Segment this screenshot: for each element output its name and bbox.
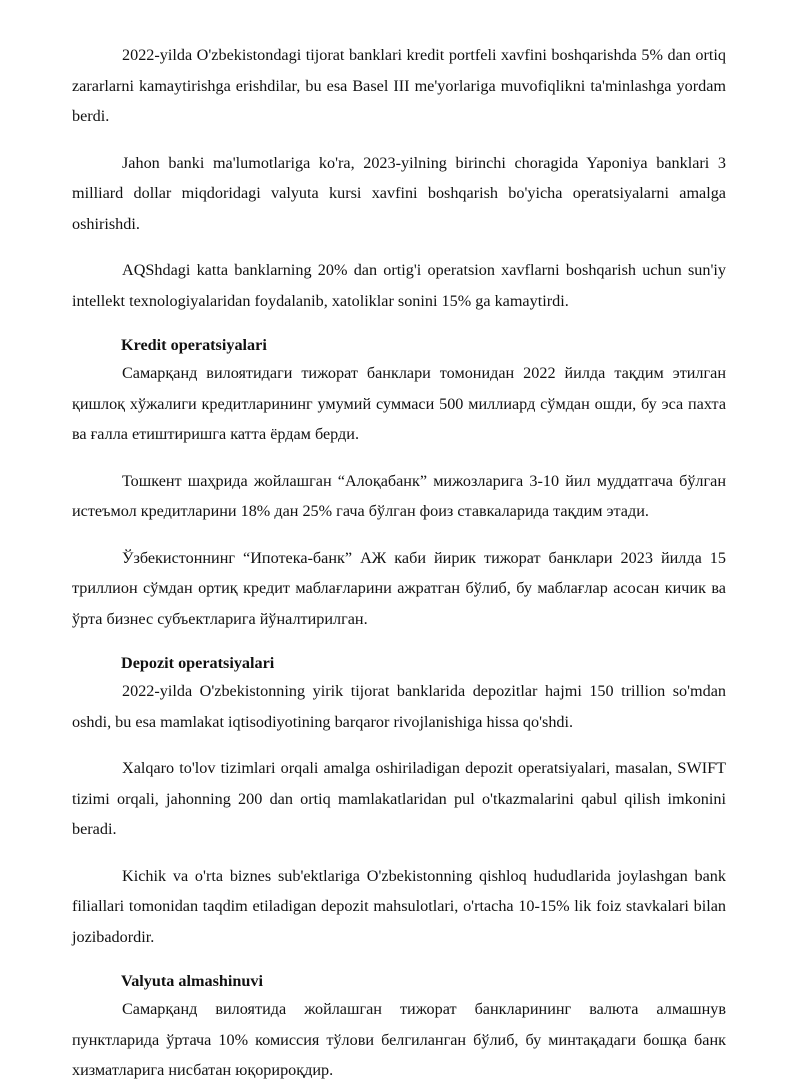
kredit-paragraph-1: Самарқанд вилоятидаги тижорат банклари томонидан 2022 йилда тақдим этилган қишлоқ хўжалиги кредитларининг умумий суммаси 500 миллиард сўмдан ошди, бу эса пахта ва ғалла етиштиришга катта ёрдам берди. [72,364,726,443]
kredit-paragraph-3: Ўзбекистоннинг “Ипотека-банк” АЖ каби йирик тижорат банклари 2023 йилда 15 триллион сўмдан ортиқ кредит маблағларини ажратган бўлиб, бу маблағлар асосан кичик ва ўрта бизнес субъектларига йўналтирилган. [72,548,726,628]
intro-paragraph-3: AQShdagi katta banklarning 20% dan ortig'i operatsion xavflarni boshqarish uchun sun'iy intellekt texnologiyalaridan foydalanib, xatoliklar sonini 15% ga kamaytirdi. [72,261,726,310]
depozit-paragraph-2: Xalqaro to'lov tizimlari orqali amalga oshiriladigan depozit operatsiyalari, masalan, SWIFT tizimi orqali, jahonning 200 dan ortiq mamlakatlaridan pul o'tkazmalarini qabul qilish imkonini beradi. [72,759,726,838]
kredit-paragraph-2: Тошкент шаҳрида жойлашган “Алоқабанк” мижозларига 3-10 йил муддатгача бўлган истеъмол кредитларини 18% дан 25% гача бўлган фоиз ставкаларида тақдим этади. [72,471,726,520]
section-heading-depozit: Depozit operatsiyalari [121,654,275,672]
section-heading-kredit: Kredit operatsiyalari [121,336,267,354]
depozit-paragraph-1: 2022-yilda O'zbekistonning yirik tijorat banklarida depozitlar hajmi 150 trillion so'mdan oshdi, bu esa mamlakat iqtisodiyotining barqaror rivojlanishiga hissa qo'shdi. [72,682,726,731]
section-heading-valyuta: Valyuta almashinuvi [121,972,263,990]
document-page [72,40,726,1086]
depozit-paragraph-3: Kichik va o'rta biznes sub'ektlariga O'zbekistonning qishloq hududlarida joylashgan bank filiallari tomonidan taqdim etiladigan depozit mahsulotlari, o'rtacha 10-15% lik foiz stavkalari bilan jozibadordir. [72,866,726,946]
intro-paragraph-2: Jahon banki ma'lumotlariga ko'ra, 2023-yilning birinchi choragida Yaponiya banklari 3 milliard dollar miqdoridagi valyuta kursi xavfini boshqarish bo'yicha operatsiyalarni amalga oshirishdi. [72,153,726,233]
valyuta-paragraph-1: Самарқанд вилоятида жойлашган тижорат банкларининг валюта алмашнув пунктларида ўртача 10% комиссия тўлови белгиланган бўлиб, бу минтақадаги бошқа банк хизматларига нисбатан юқорироқдир. [72,1000,726,1079]
intro-paragraph-1: 2022-yilda O'zbekistondagi tijorat banklari kredit portfeli xavfini boshqarishda 5% dan ortiq zararlarni kamaytirishga erishdilar, bu esa Basel III me'yorlariga muvofiqlikni ta'minlashga yordam berdi. [72,46,726,125]
